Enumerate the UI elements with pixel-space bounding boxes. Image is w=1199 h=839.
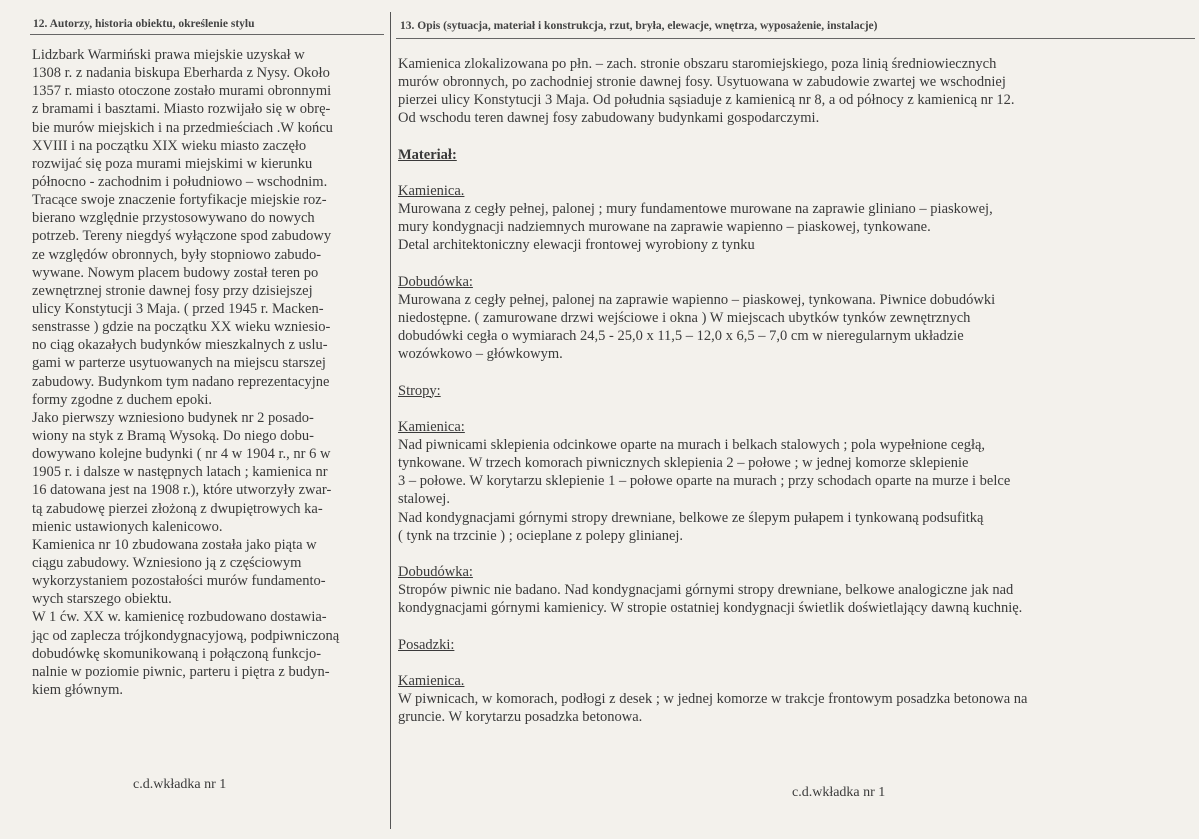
history-footer: c.d.wkładka nr 1: [133, 777, 227, 792]
history-line: Lidzbark Warmiński prawa miejskie uzyskał w: [32, 47, 305, 63]
description-line: wozówkowo – główkowym.: [398, 346, 563, 363]
description-line: [398, 128, 1027, 146]
history-line: Tracące swoje znaczenie fortyfikacje miejskie roz-: [32, 192, 327, 209]
description-line: Detal architektoniczny elewacji frontowej wyrobiony z tynku: [398, 237, 755, 254]
history-line: rozwijać się poza murami miejskimi w kierunku: [32, 155, 313, 172]
description-line: [398, 255, 1027, 273]
description-line: Stropów piwnic nie badano. Nad kondygnacjami górnymi stropy drewniane, belkowe analogiczne jak nad: [398, 582, 1014, 599]
history-line: ze względów obronnych, były stopniowo zabudo-: [32, 246, 322, 263]
history-line: wykorzystaniem pozostałości murów fundamento-: [32, 573, 326, 590]
description-line: Od wschodu teren dawnej fosy zabudowany budynkami gospodarczymi.: [398, 110, 820, 127]
history-line: XVIII i na początku XIX wieku miasto zaczęło: [32, 137, 307, 154]
description-line: ( tynk na trzcinie ) ; ocieplane z polepy glinianej.: [398, 527, 684, 544]
history-line: gami w parterze usytuowanych na miejscu starszej: [32, 355, 326, 372]
description-line: [398, 654, 1027, 672]
history-line: ulicy Konstytucji 3 Maja. ( przed 1945 r. Macken-: [32, 300, 324, 317]
history-line: Kamienica nr 10 zbudowana została jako piąta w: [32, 536, 317, 553]
history-line: dobudówkę skomunikowaną i połączoną funkcjo-: [32, 645, 322, 662]
history-line: ciągu zabudowy. Wzniesiono ją z częściowym: [32, 554, 302, 571]
description-line: kondygnacjami górnymi kamienicy. W stropie ostatniej kondygnacji świetlik doświetlający dawną kuchnię.: [398, 600, 1023, 617]
history-line: 1905 r. i dalsze w następnych latach ; kamienica nr: [32, 464, 328, 481]
description-line: 3 – połowe. W korytarzu sklepienie 1 – połowe oparte na murach ; przy schodach oparte na murze i belce: [398, 473, 1011, 490]
history-line: 1357 r. miasto otoczone zostało murami obronnymi: [32, 83, 332, 100]
history-text: [32, 46, 339, 699]
history-line: 1308 r. z nadania biskupa Eberharda z Nysy. Około: [32, 65, 330, 82]
description-line: [398, 545, 1027, 563]
description-line: [398, 617, 1027, 635]
section-heading: Dobudówka:: [398, 273, 473, 290]
description-line: mury kondygnacji nadziemnych murowane na zaprawie wapienno – piaskowej, tynkowane.: [398, 219, 931, 236]
description-line: tynkowane. W trzech komorach piwnicznych sklepienia 2 – połowe ; w jednej komorze sklepienie: [398, 455, 969, 472]
section-heading: Kamienica:: [398, 418, 465, 435]
description-line: niedostępne. ( zamurowane drzwi wejściowe i okna ) W miejscach ubytków tynków zewnętrznych: [398, 309, 971, 326]
history-line: no ciąg okazałych budynków mieszkalnych z uslu-: [32, 337, 328, 354]
history-line: formy zgodne z duchem epoki.: [32, 391, 212, 408]
description-line: stalowej.: [398, 491, 450, 508]
section-heading: Kamienica.: [398, 672, 465, 689]
description-line: Murowana z cegły pełnej, palonej na zaprawie wapienno – piaskowej, tynkowana. Piwnice dobudówki: [398, 291, 996, 308]
description-line: W piwnicach, w komorach, podłogi z desek ; w jednej komorze w trakcje frontowym posadzka betonowa na: [398, 690, 1028, 707]
history-line: wywane. Nowym placem budowy został teren po: [32, 264, 319, 281]
history-column: [0, 0, 392, 839]
history-header-rule: [30, 34, 384, 35]
description-text: [398, 55, 1027, 726]
description-header-rule: [396, 38, 1195, 39]
description-line: [398, 400, 1027, 418]
description-line: Nad piwnicami sklepienia odcinkowe oparte na murach i belkach stalowych ; pola wypełnione cegłą,: [398, 436, 986, 453]
description-header: 13. Opis (sytuacja, materiał i konstrukcja, rzut, bryła, elewacje, wnętrza, wyposażenie, instalacje): [400, 20, 878, 32]
description-footer: c.d.wkładka nr 1: [792, 785, 886, 800]
history-line: wiony na styk z Bramą Wysoką. Do niego dobu-: [32, 427, 314, 444]
description-line: Kamienica zlokalizowana po płn. – zach. stronie obszaru staromiejskiego, poza linią średniowiecznych: [398, 56, 997, 72]
history-line: wych starszego obiektu.: [32, 591, 172, 608]
history-header: 12. Autorzy, historia obiektu, określenie stylu: [33, 18, 255, 30]
history-line: kiem głównym.: [32, 681, 124, 698]
section-heading: Stropy:: [398, 382, 441, 399]
history-line: potrzeb. Tereny niegdyś wyłączone spod zabudowy: [32, 228, 332, 245]
history-line: nalnie w poziomie piwnic, parteru i piętra z budyn-: [32, 663, 330, 680]
history-line: z bramami i basztami. Miasto rozwijało się w obrę-: [32, 101, 331, 118]
history-line: W 1 ćw. XX w. kamienicę rozbudowano dostawia-: [32, 609, 327, 626]
history-line: bierano względnie przystosowywano do nowych: [32, 210, 315, 227]
history-line: 16 datowana jest na 1908 r.), które utworzyły zwar-: [32, 482, 332, 499]
history-line: północno - zachodnim i południowo – wschodnim.: [32, 173, 328, 190]
description-column: [392, 0, 1199, 839]
description-line: murów obronnych, po zachodniej stronie dawnej fosy. Usytuowana w zabudowie zwartej we wschodniej: [398, 74, 1006, 91]
description-line: Nad kondygnacjami górnymi stropy drewniane, belkowe ze ślepym pułapem i tynkowaną podsufitką: [398, 509, 984, 526]
history-line: Jako pierwszy wzniesiono budynek nr 2 posado-: [32, 409, 314, 426]
section-heading: Materiał:: [398, 146, 457, 163]
history-line: dowywano kolejne budynki ( nr 4 w 1904 r., nr 6 w: [32, 446, 331, 463]
history-line: bie murów miejskich i na przedmieściach .W końcu: [32, 119, 333, 136]
description-line: pierzei ulicy Konstytucji 3 Maja. Od południa sąsiaduje z kamienicą nr 8, a od północy z kamienicą nr 12.: [398, 92, 1015, 109]
description-line: Murowana z cegły pełnej, palonej ; mury fundamentowe murowane na zaprawie gliniano – piaskowej,: [398, 201, 993, 218]
description-line: dobudówki cegła o wymiarach 24,5 - 25,0 x 11,5 – 12,0 x 6,5 – 7,0 cm w nieregularnym układzie: [398, 328, 964, 345]
section-heading: Posadzki:: [398, 636, 455, 653]
history-line: jąc od zaplecza trójkondygnacyjową, podpiwniczoną: [32, 627, 340, 644]
history-line: senstrasse ) gdzie na początku XX wieku wzniesio-: [32, 319, 331, 336]
history-line: tą zabudowę pierzei złożoną z dwupiętrowych ka-: [32, 500, 323, 517]
history-line: zabudowy. Budynkom tym nadano reprezentacyjne: [32, 373, 330, 390]
section-heading: Dobudówka:: [398, 563, 473, 580]
description-line: [398, 363, 1027, 381]
section-heading: Kamienica.: [398, 182, 465, 199]
description-line: [398, 164, 1027, 182]
history-line: zewnętrznej stronie dawnej fosy przy dzisiejszej: [32, 282, 313, 299]
history-line: mienic ustawionych kalenicowo.: [32, 518, 223, 535]
description-line: gruncie. W korytarzu posadzka betonowa.: [398, 709, 643, 726]
